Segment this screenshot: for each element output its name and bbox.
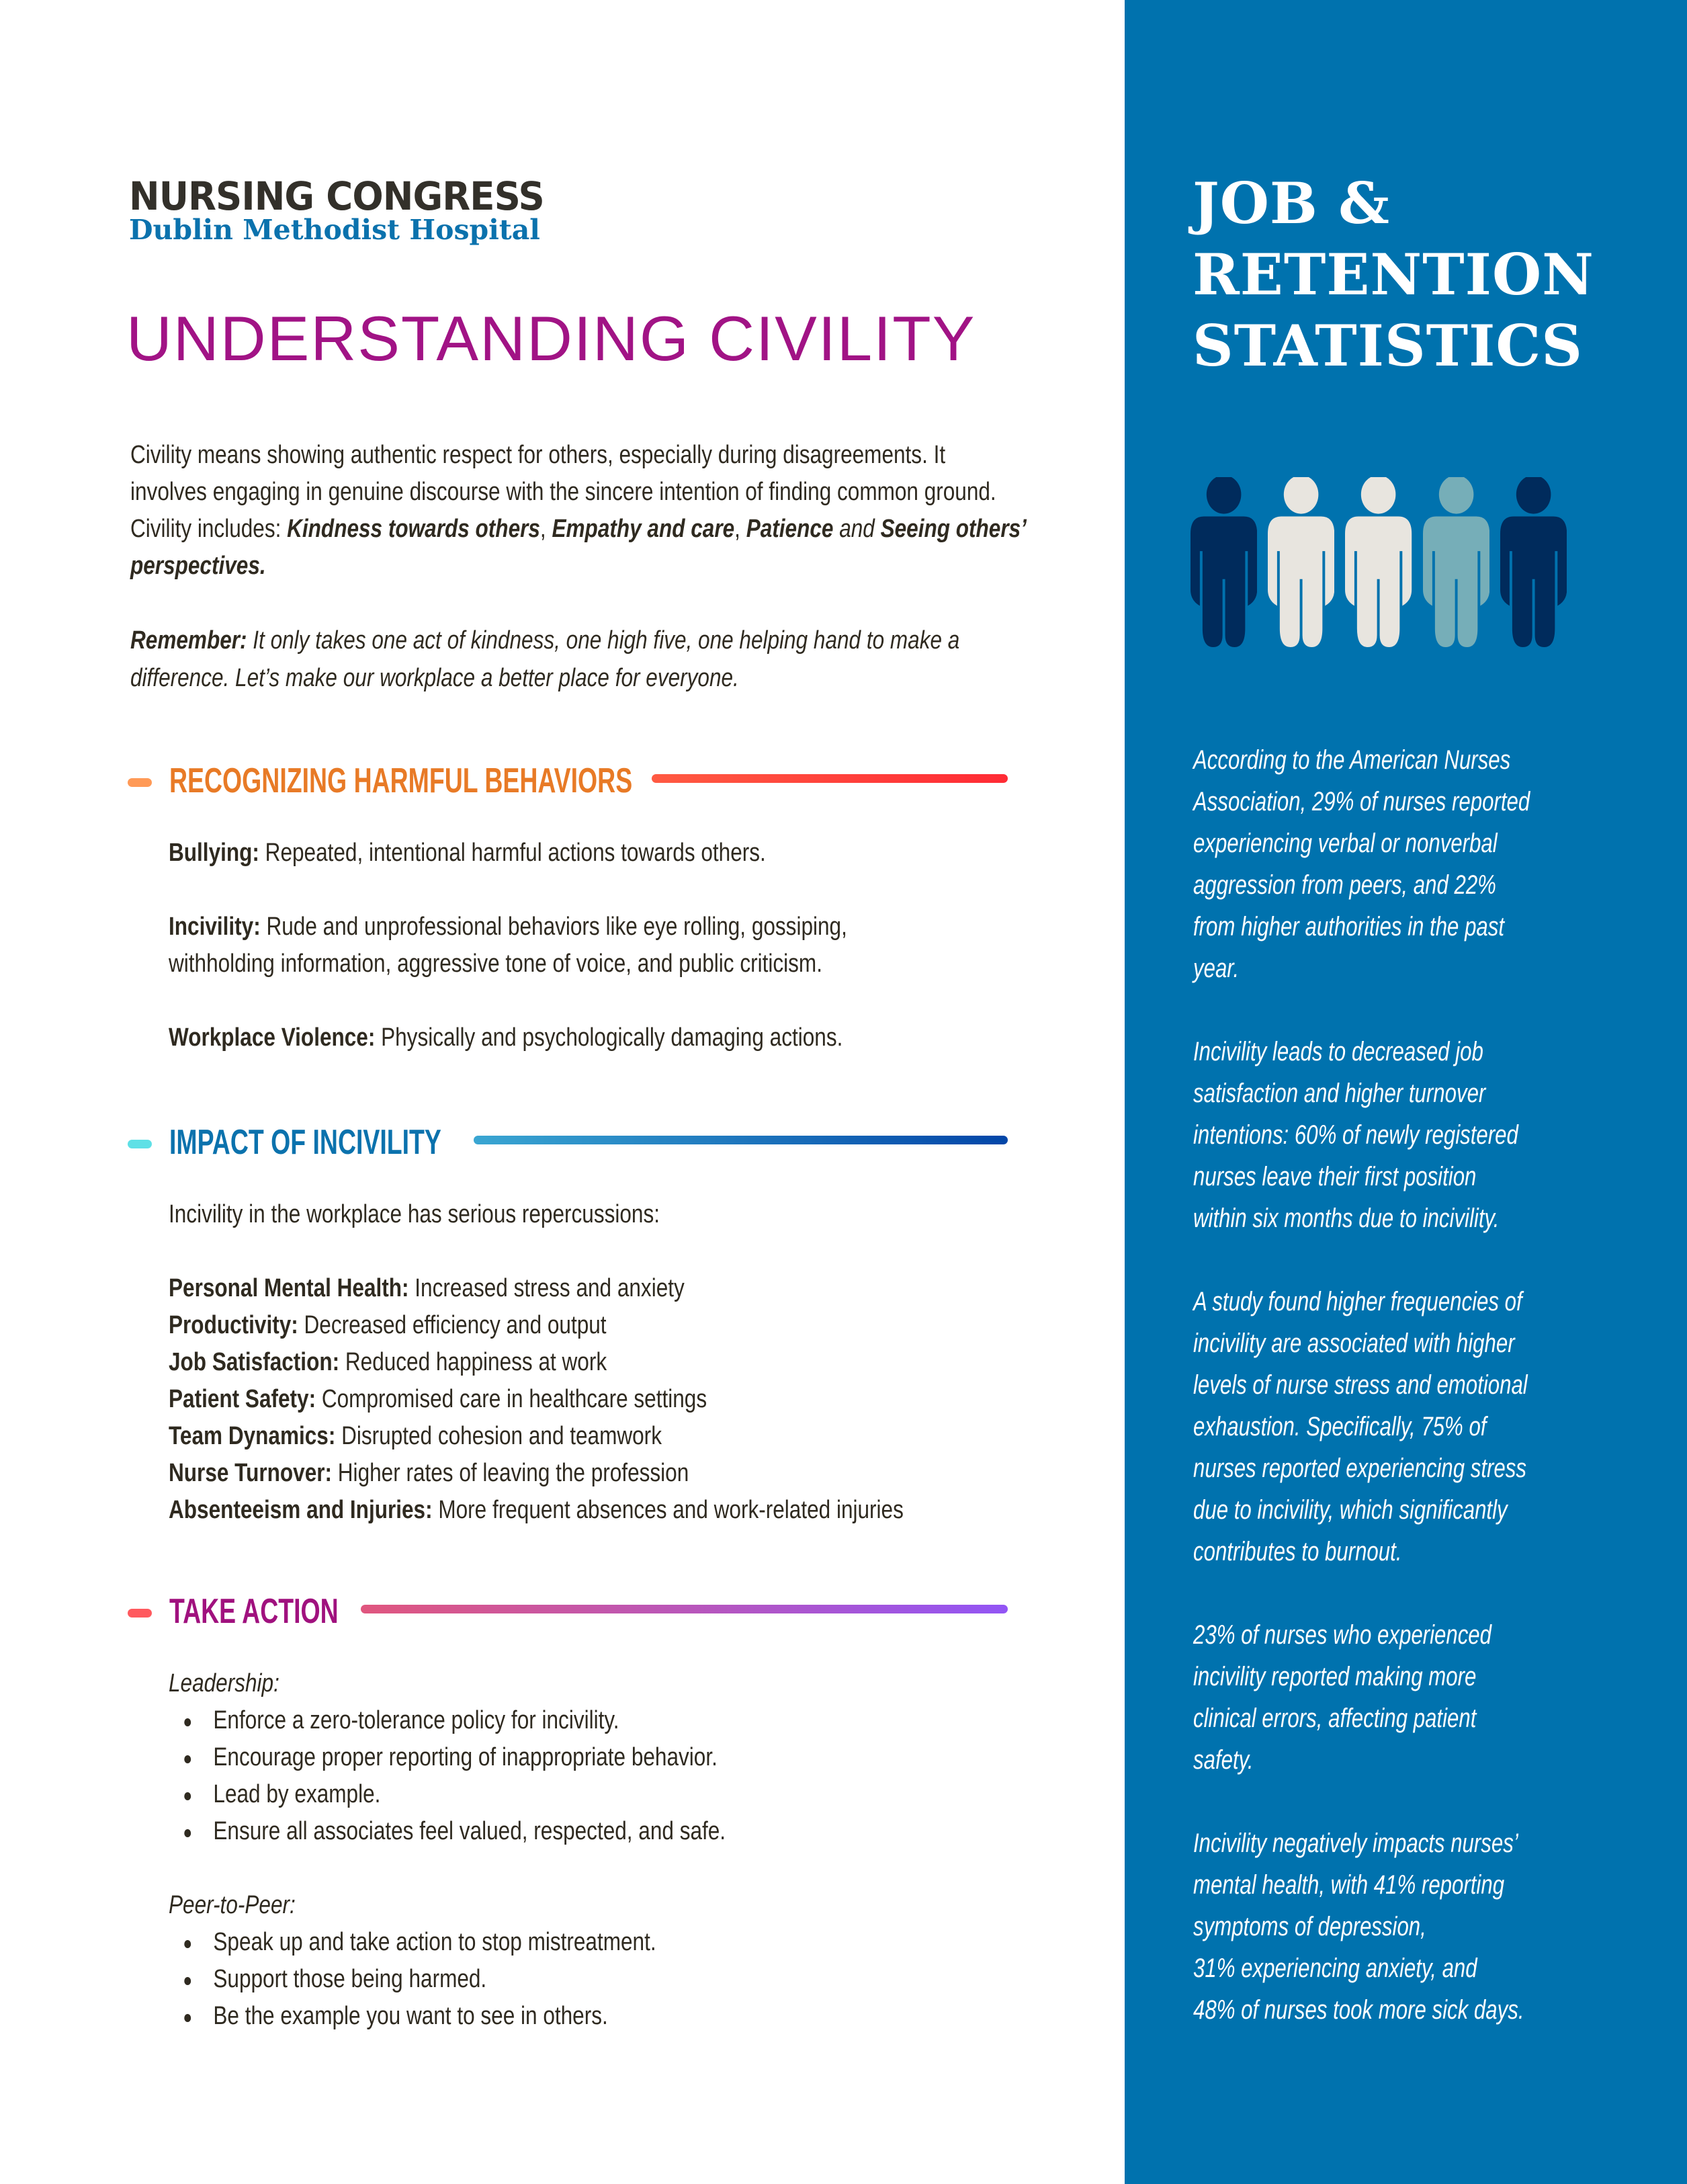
take-action-list: [169, 1665, 1005, 2035]
section-title: IMPACT OF INCIVILITY: [169, 1123, 441, 1162]
remember-label: Remember:: [130, 626, 247, 655]
impact-item: [169, 1344, 1005, 1381]
impact-item: [169, 1455, 1005, 1492]
stat-line: experiencing verbal or nonverbal: [1193, 829, 1498, 858]
separator: and: [833, 515, 881, 543]
stat-line: within six months due to incivility.: [1193, 1204, 1500, 1233]
civility-trait: Kindness towards others: [287, 515, 540, 543]
bullet-item: Encourage proper reporting of inappropriate behavior.: [169, 1739, 1005, 1776]
section-dash-icon: [128, 778, 152, 787]
stat-paragraph: [1193, 1822, 1592, 2031]
stat-line: contributes to burnout.: [1193, 1537, 1402, 1566]
bullet-item: Enforce a zero-tolerance policy for incivility.: [169, 1702, 1005, 1739]
remember-note: [130, 622, 1023, 697]
stat-line: due to incivility, which significantly: [1193, 1495, 1508, 1525]
leadership-bullets: [169, 1702, 1005, 1850]
remember-text: It only takes one act of kindness, one high five, one helping hand to make a: [247, 626, 960, 655]
behavior-term: Incivility:: [169, 913, 261, 941]
sidebar-title-line: STATISTICS: [1193, 312, 1583, 379]
org-logo-title: NURSING CONGRESS: [129, 173, 544, 219]
peer-to-peer-label: Peer-to-Peer:: [169, 1891, 296, 1919]
impact-item: [169, 1418, 1005, 1455]
impact-item: [169, 1492, 1005, 1529]
stat-line: incivility are associated with higher: [1193, 1329, 1515, 1358]
stat-line: nurses reported experiencing stress: [1193, 1454, 1526, 1483]
stat-line: 31% experiencing anxiety, and: [1193, 1954, 1477, 1983]
stat-line: exhaustion. Specifically, 75% of: [1193, 1412, 1487, 1441]
impact-desc: Higher rates of leaving the profession: [332, 1459, 689, 1487]
section-dash-icon: [128, 1140, 152, 1148]
intro-prefix: Civility includes:: [130, 515, 288, 543]
impact-desc: Decreased efficiency and output: [298, 1311, 607, 1339]
section-title: RECOGNIZING HARMFUL BEHAVIORS: [169, 761, 633, 800]
bullet-item: Be the example you want to see in others.: [169, 1998, 1005, 2035]
behavior-term: Bullying:: [169, 839, 259, 867]
person-icon: [1345, 477, 1412, 649]
civility-trait: Patience: [746, 515, 834, 543]
person-icon: [1500, 477, 1567, 649]
separator: ,: [539, 515, 552, 543]
sidebar-title-line: RETENTION: [1193, 241, 1594, 308]
impact-term: Job Satisfaction:: [169, 1348, 340, 1376]
stat-line: Incivility negatively impacts nurses’: [1193, 1829, 1518, 1858]
stat-line: intentions: 60% of newly registered: [1193, 1120, 1518, 1150]
bullet-item: Lead by example.: [169, 1776, 1005, 1813]
stat-line: According to the American Nurses: [1193, 745, 1511, 775]
leadership-label: Leadership:: [169, 1669, 279, 1697]
section-title: TAKE ACTION: [169, 1592, 339, 1631]
impact-item: [169, 1381, 1005, 1418]
section-dash-icon: [128, 1609, 152, 1618]
bullet-item: Speak up and take action to stop mistreatment.: [169, 1924, 1005, 1961]
stat-line: 48% of nurses took more sick days.: [1193, 1995, 1524, 2025]
page-title: UNDERSTANDING CIVILITY: [126, 303, 976, 374]
impact-list: [169, 1196, 1005, 1529]
stat-line: symptoms of depression,: [1193, 1912, 1426, 1941]
section-header-harmful-behaviors: [128, 761, 1014, 801]
behavior-item: [169, 835, 1005, 872]
bullet-item: Ensure all associates feel valued, respected, and safe.: [169, 1813, 1005, 1850]
section-divider-line: [652, 774, 1008, 783]
stat-line: mental health, with 41% reporting: [1193, 1870, 1505, 1900]
statistics-text: [1193, 739, 1592, 2072]
people-illustration: [1191, 477, 1567, 652]
person-icon: [1423, 477, 1489, 649]
stat-line: Association, 29% of nurses reported: [1193, 787, 1530, 816]
impact-term: Personal Mental Health:: [169, 1274, 409, 1302]
stat-line: aggression from peers, and 22%: [1193, 870, 1496, 900]
section-header-impact-of-incivility: [128, 1122, 1014, 1163]
impact-desc: Compromised care in healthcare settings: [316, 1385, 707, 1413]
impact-term: Team Dynamics:: [169, 1422, 336, 1450]
behavior-desc: Rude and unprofessional behaviors like eye rolling, gossiping,: [260, 913, 847, 941]
person-icon: [1268, 477, 1334, 649]
behavior-desc: withholding information, aggressive tone of voice, and public criticism.: [169, 950, 822, 978]
stat-paragraph: [1193, 1031, 1592, 1239]
hospital-name: Dublin Methodist Hospital: [129, 214, 540, 246]
intro-line: [130, 511, 1027, 548]
harmful-behaviors-list: [169, 835, 1005, 1056]
behavior-item: [169, 909, 1005, 946]
civility-trait: Empathy and care: [552, 515, 735, 543]
stat-line: 23% of nurses who experienced: [1193, 1620, 1492, 1650]
civility-trait: perspectives.: [130, 552, 266, 580]
section-divider-line: [474, 1136, 1008, 1144]
impact-term: Nurse Turnover:: [169, 1459, 333, 1487]
intro-line: Civility means showing authentic respect for others, especially during disagreements. It: [130, 441, 946, 469]
behavior-term: Workplace Violence:: [169, 1023, 376, 1052]
stat-line: year.: [1193, 954, 1240, 983]
peer-bullets: [169, 1924, 1005, 2035]
impact-desc: More frequent absences and work-related injuries: [432, 1496, 904, 1524]
stat-line: nurses leave their first position: [1193, 1162, 1477, 1191]
impact-lead: Incivility in the workplace has serious repercussions:: [169, 1200, 660, 1228]
remember-text: difference. Let’s make our workplace a better place for everyone.: [130, 664, 739, 692]
stat-line: levels of nurse stress and emotional: [1193, 1370, 1528, 1400]
impact-term: Productivity:: [169, 1311, 298, 1339]
intro-paragraph: [130, 437, 1027, 585]
stat-paragraph: [1193, 739, 1592, 989]
stat-line: Incivility leads to decreased job: [1193, 1037, 1483, 1066]
impact-item: [169, 1270, 1005, 1307]
civility-trait: Seeing others’: [880, 515, 1027, 543]
sidebar-title: [1193, 168, 1594, 382]
section-header-take-action: [128, 1591, 1014, 1632]
impact-desc: Disrupted cohesion and teamwork: [335, 1422, 662, 1450]
stat-line: satisfaction and higher turnover: [1193, 1079, 1486, 1108]
impact-term: Absenteeism and Injuries:: [169, 1496, 433, 1524]
bullet-item: Support those being harmed.: [169, 1961, 1005, 1998]
intro-line: involves engaging in genuine discourse with the sincere intention of finding common ground.: [130, 478, 996, 506]
behavior-desc: Physically and psychologically damaging actions.: [375, 1023, 843, 1052]
stat-line: clinical errors, affecting patient: [1193, 1704, 1477, 1733]
section-divider-line: [361, 1605, 1008, 1613]
behavior-desc: Repeated, intentional harmful actions towards others.: [259, 839, 766, 867]
stat-line: A study found higher frequencies of: [1193, 1287, 1522, 1316]
stat-line: incivility reported making more: [1193, 1662, 1477, 1691]
stat-line: from higher authorities in the past: [1193, 912, 1505, 941]
impact-item: [169, 1307, 1005, 1344]
stat-paragraph: [1193, 1614, 1592, 1781]
impact-desc: Increased stress and anxiety: [408, 1274, 685, 1302]
stat-paragraph: [1193, 1281, 1592, 1572]
stat-line: safety.: [1193, 1745, 1254, 1775]
impact-term: Patient Safety:: [169, 1385, 316, 1413]
behavior-item: [169, 1019, 1005, 1056]
sidebar-title-line: JOB &: [1193, 170, 1390, 237]
impact-desc: Reduced happiness at work: [339, 1348, 607, 1376]
separator: ,: [734, 515, 746, 543]
person-icon: [1191, 477, 1257, 649]
